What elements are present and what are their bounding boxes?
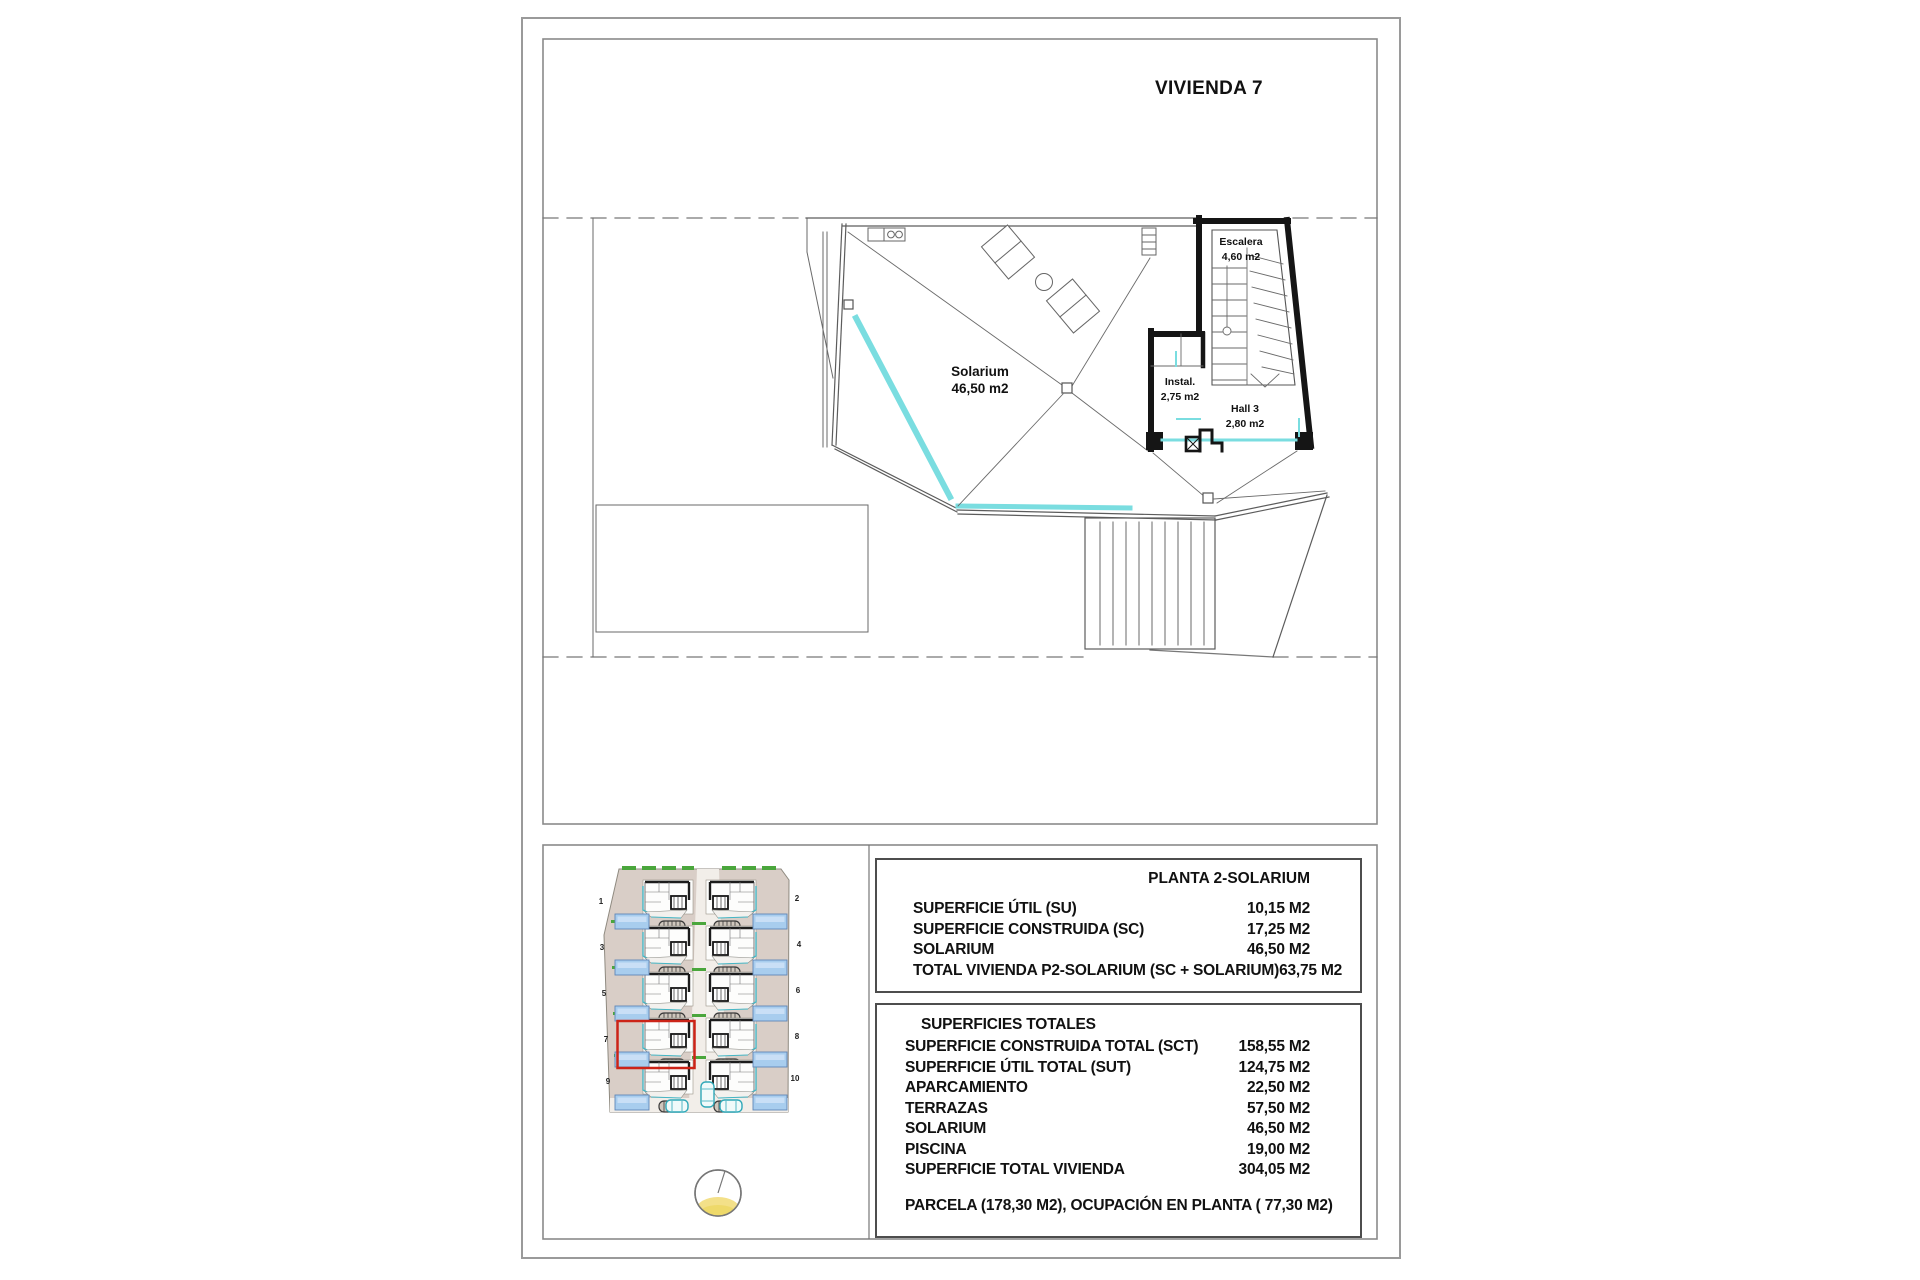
unit-number: 5 [601, 989, 607, 998]
table-row-total [913, 961, 1343, 982]
table-row [913, 920, 1310, 941]
table-row-total [905, 1160, 1310, 1181]
lounger-pair-2 [1046, 279, 1099, 333]
row-value: 46,50 M2 [1246, 1120, 1310, 1137]
instal-room [1151, 334, 1203, 366]
property-lines [543, 218, 1377, 657]
row-value: 46,50 M2 [1246, 941, 1310, 958]
row-value: 304,05 M2 [1238, 1161, 1310, 1178]
table-row [905, 1078, 1310, 1099]
row-value: 19,00 M2 [1246, 1140, 1310, 1158]
floor-plan [543, 218, 1377, 657]
vent-grille-vertical [1142, 228, 1156, 255]
planta-summary-table [875, 858, 1362, 993]
row-value: 124,75 M2 [1238, 1058, 1310, 1076]
unit-number: 10 [790, 1074, 800, 1083]
unit-number: 9 [605, 1077, 611, 1086]
row-label: APARCAMIENTO [905, 1079, 1028, 1096]
unit-number: 7 [603, 1035, 609, 1044]
table-row [905, 1140, 1310, 1161]
row-value: 22,50 M2 [1246, 1079, 1310, 1096]
solarium-area: 46,50 m2 [951, 381, 1009, 396]
row-value: 63,75 M2 [1279, 961, 1343, 979]
row-label: SUPERFICIE ÚTIL TOTAL (SUT) [905, 1058, 1131, 1076]
instal-label: Instal. [1164, 376, 1196, 388]
unit-number: 4 [796, 940, 802, 949]
table-row [905, 1119, 1310, 1140]
row-value: 17,25 M2 [1246, 920, 1310, 938]
hall-area: 2,80 m2 [1225, 418, 1265, 430]
row-label: SUPERFICIE CONSTRUIDA TOTAL (SCT) [905, 1038, 1199, 1055]
row-label: SUPERFICIE TOTAL VIVIENDA [905, 1161, 1125, 1178]
instal-area: 2,75 m2 [1160, 391, 1200, 403]
page-title: VIVIENDA 7 [1155, 78, 1263, 99]
site-plan [599, 866, 802, 1112]
table-row [913, 940, 1310, 961]
row-value: 10,15 M2 [1246, 900, 1310, 917]
pool-edge-strips [856, 318, 1130, 508]
unit-number: 3 [599, 943, 605, 952]
unit-number: 1 [598, 897, 604, 906]
row-label: SOLARIUM [913, 941, 995, 958]
unit-number: 2 [794, 894, 800, 903]
unit-number: 8 [794, 1032, 800, 1041]
lounger-pair-1 [981, 225, 1034, 279]
row-value: 158,55 M2 [1238, 1038, 1310, 1055]
table-row [905, 1099, 1310, 1120]
row-label: PISCINA [905, 1140, 967, 1158]
parcela-footer: PARCELA (178,30 M2), OCUPACIÓN EN PLANTA ( 77,30 M2) [905, 1196, 1333, 1214]
pergola-deck [1085, 518, 1215, 649]
row-label: SUPERFICIE CONSTRUIDA (SC) [913, 920, 1145, 938]
escalera-area: 4,60 m2 [1221, 251, 1261, 263]
context-lines [593, 218, 833, 657]
row-value: 57,50 M2 [1246, 1099, 1310, 1117]
solarium-joint-lines [848, 232, 1325, 506]
row-label: TOTAL VIVIENDA P2-SOLARIUM (SC + SOLARIUM) [913, 961, 1280, 979]
lower-terrace [596, 505, 868, 632]
round-table [1036, 274, 1053, 291]
table-row [905, 1058, 1310, 1079]
roof-vent-grille [868, 228, 905, 241]
unit-number: 6 [795, 986, 801, 995]
hall-label: Hall 3 [1230, 403, 1260, 415]
table-row [913, 899, 1310, 920]
row-label: SOLARIUM [905, 1120, 987, 1137]
plan-frame [543, 39, 1377, 824]
totals-summary-table [875, 1003, 1362, 1238]
solarium-label: Solarium [951, 364, 1009, 379]
table-row [905, 1037, 1310, 1058]
totals-title: SUPERFICIES TOTALES [921, 1016, 1096, 1033]
table-header: PLANTA 2-SOLARIUM [1148, 870, 1310, 887]
compass [695, 1170, 741, 1225]
row-label: SUPERFICIE ÚTIL (SU) [913, 900, 1077, 917]
row-label: TERRAZAS [905, 1099, 988, 1117]
escalera-label: Escalera [1219, 236, 1263, 248]
